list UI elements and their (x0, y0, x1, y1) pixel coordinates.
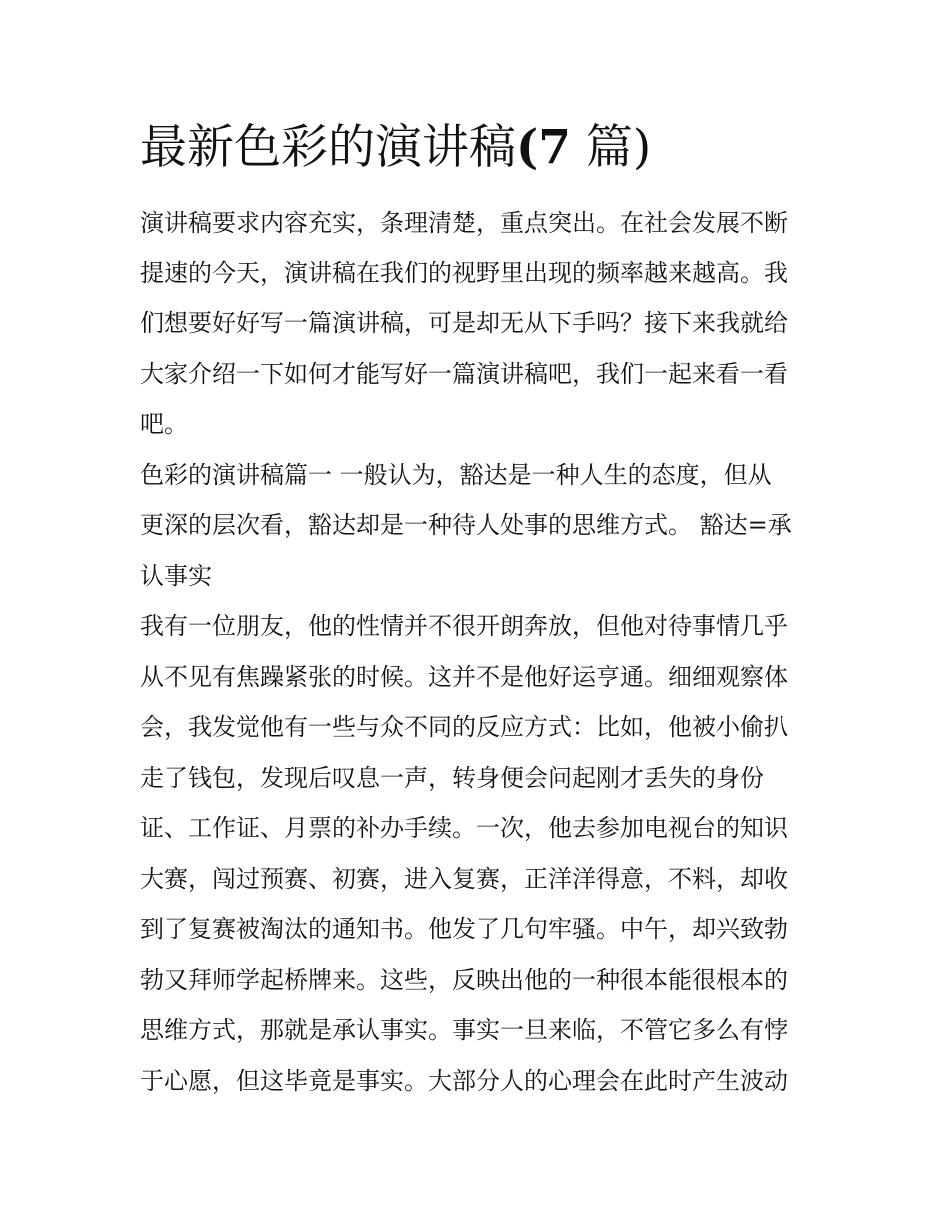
paragraph-line: 大家介绍一下如何才能写好一篇演讲稿吧，我们一起来看一看 (140, 360, 788, 388)
paragraph-line: 会，我发觉他有一些与众不同的反应方式：比如，他被小偷扒 (140, 713, 788, 741)
paragraph-line: 更深的层次看，豁达却是一种待人处事的思维方式。 豁达=承 (140, 511, 792, 539)
title-prefix: 最新色彩的演讲稿 (140, 120, 516, 175)
document-title (140, 116, 651, 180)
title-count: (7 (516, 120, 571, 175)
paragraph-line: 演讲稿要求内容充实，条理清楚，重点突出。在社会发展不断 (140, 209, 788, 237)
paragraph-line: 勃又拜师学起桥牌来。这些，反映出他的一种很本能很根本的 (140, 966, 788, 994)
paragraph-line: 们想要好好写一篇演讲稿，可是却无从下手吗？接下来我就给 (140, 309, 788, 337)
paragraph-line: 提速的今天，演讲稿在我们的视野里出现的频率越来越高。我 (140, 259, 788, 287)
paragraph-line: 大赛，闯过预赛、初赛，进入复赛，正洋洋得意，不料，却收 (140, 865, 788, 893)
paragraph-line: 证、工作证、月票的补办手续。一次，他去参加电视台的知识 (140, 814, 788, 842)
paragraph-line: 我有一位朋友，他的性情并不很开朗奔放，但他对待事情几乎 (140, 612, 788, 640)
paragraph-line: 于心愿，但这毕竟是事实。大部分人的心理会在此时产生波动 (140, 1067, 788, 1095)
paragraph-line: 从不见有焦躁紧张的时候。这并不是他好运亨通。细细观察体 (140, 663, 788, 691)
paragraph-line: 吧。 (140, 410, 188, 438)
paragraph-line: 思维方式，那就是承认事实。事实一旦来临，不管它多么有悖 (140, 1016, 788, 1044)
paragraph-line: 色彩的演讲稿篇一 一般认为，豁达是一种人生的态度，但从 (140, 461, 772, 489)
paragraph-line: 认事实 (140, 562, 212, 590)
paragraph-line: 到了复赛被淘汰的通知书。他发了几句牢骚。中午，却兴致勃 (140, 915, 788, 943)
paragraph-line: 走了钱包，发现后叹息一声，转身便会问起刚才丢失的身份 (140, 764, 764, 792)
title-suffix: 篇) (570, 120, 652, 175)
